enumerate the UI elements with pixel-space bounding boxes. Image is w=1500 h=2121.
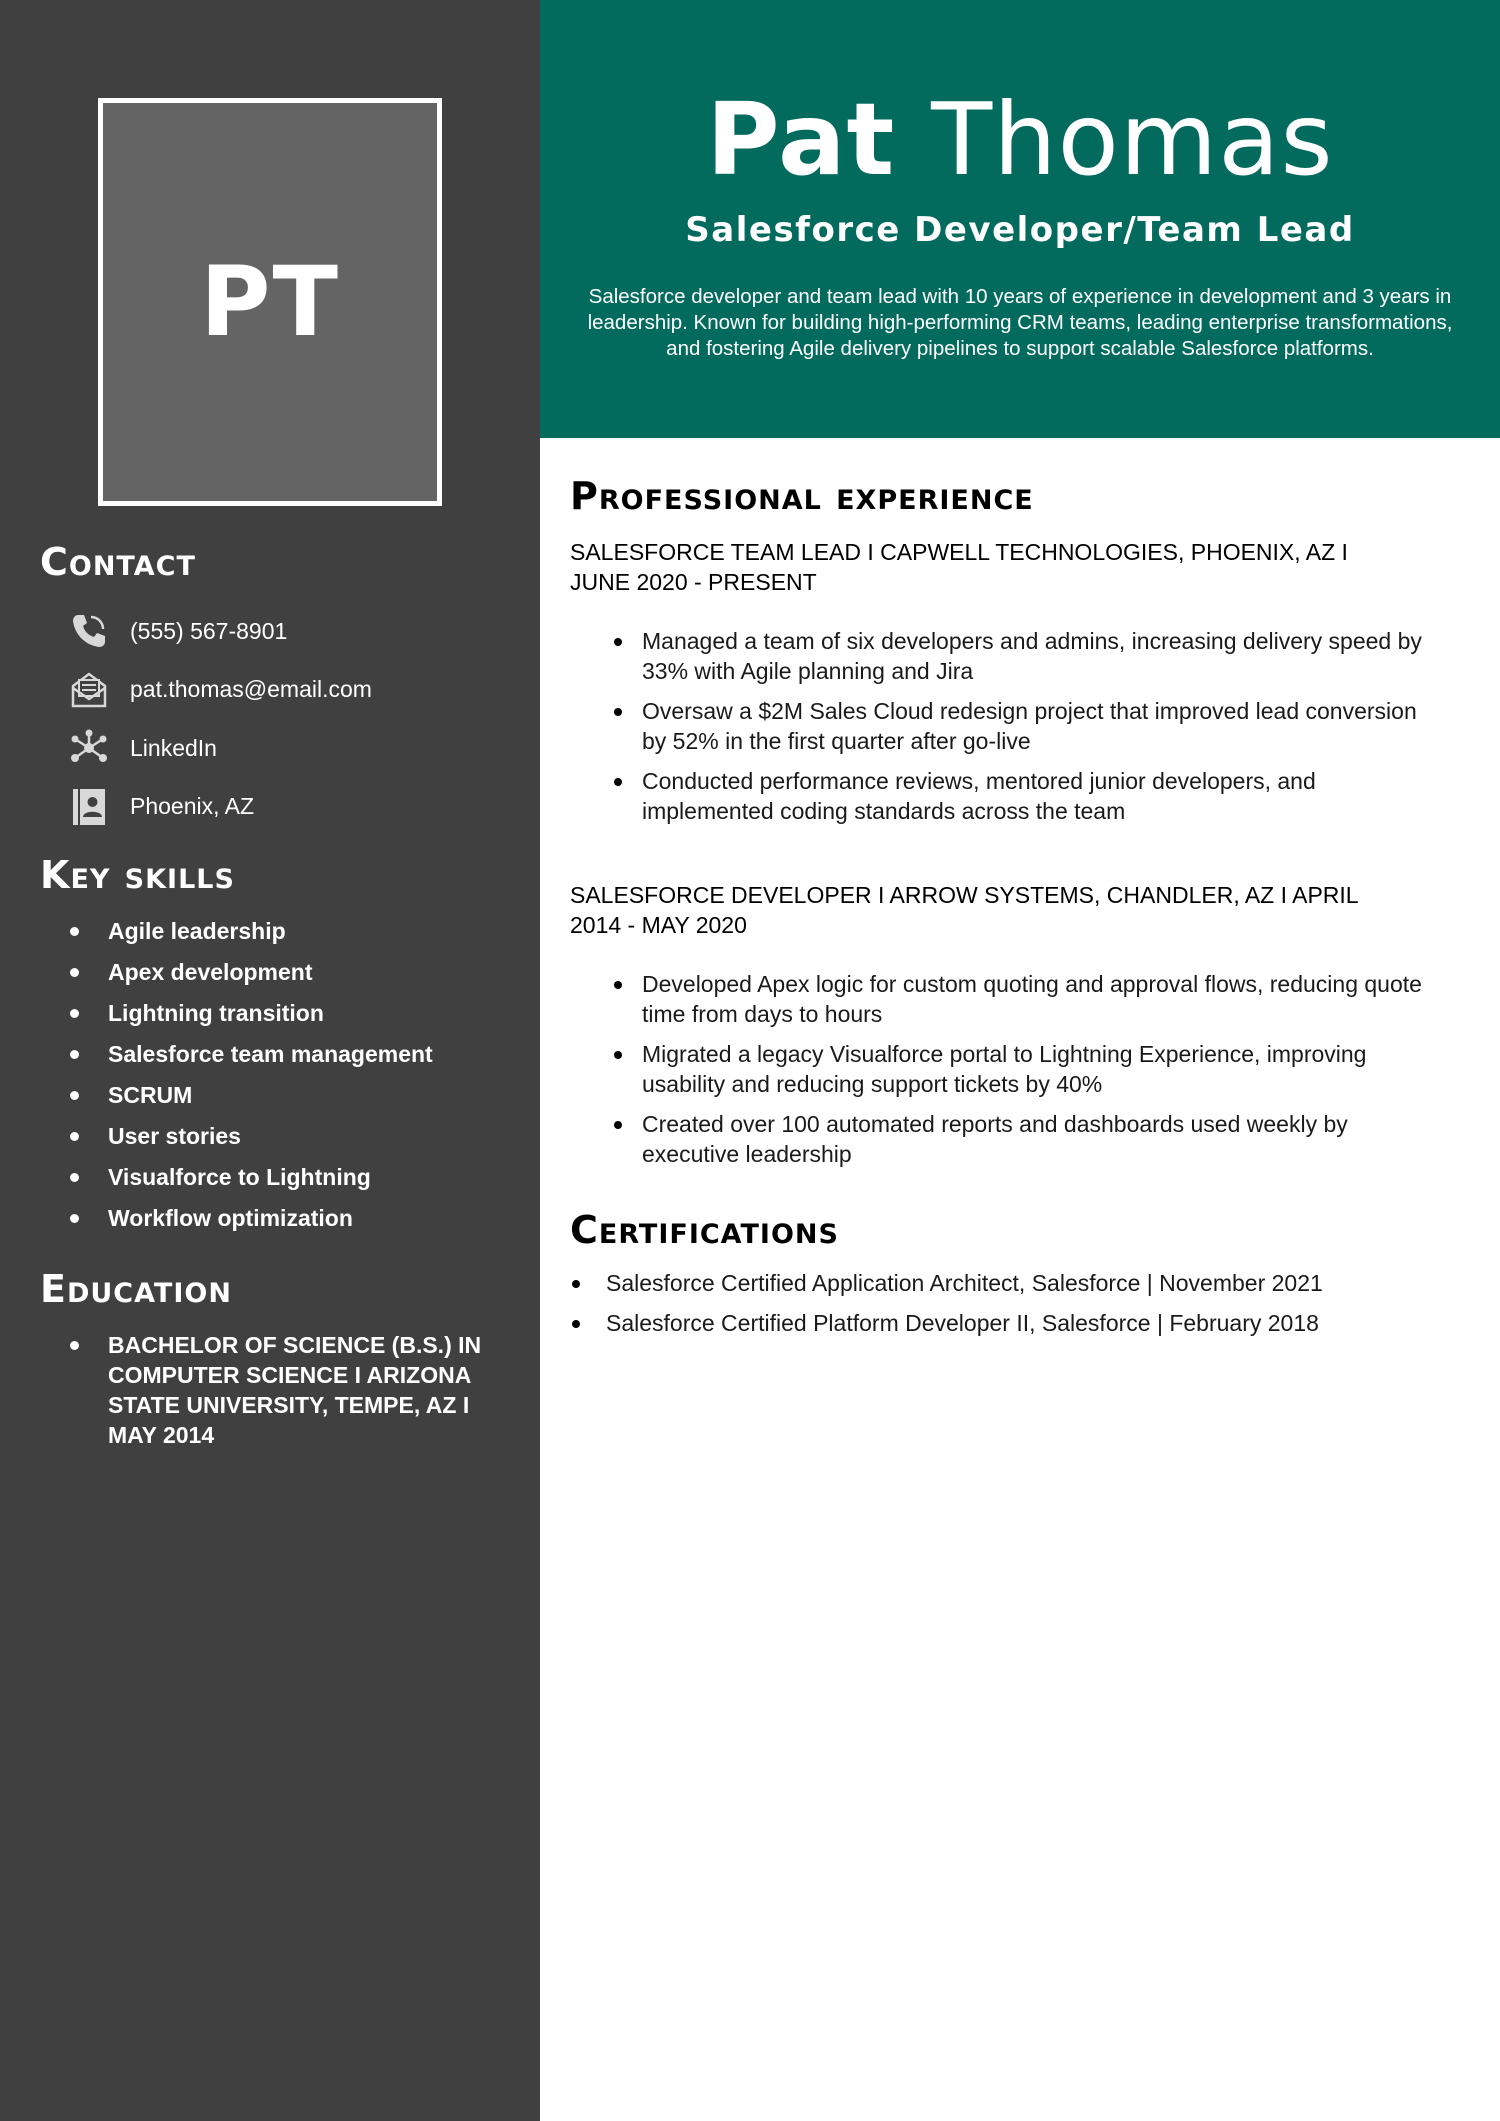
skills-heading: Key skills bbox=[40, 853, 235, 897]
job-header: SALESFORCE DEVELOPER I ARROW SYSTEMS, CHANDLER, AZ I APRIL 2014 - MAY 2020 bbox=[570, 882, 1358, 938]
education-list bbox=[66, 1330, 506, 1450]
contact-phone bbox=[66, 602, 526, 661]
skill-item: SCRUM bbox=[66, 1080, 433, 1121]
job-bullet: Conducted performance reviews, mentored junior developers, and implemented coding standards across the team bbox=[610, 766, 1430, 826]
job-bullet-list bbox=[610, 969, 1430, 1179]
job-bullet: Migrated a legacy Visualforce portal to Lightning Experience, improving usability and reducing support tickets by 40% bbox=[610, 1039, 1430, 1099]
contact-linkedin-text[interactable]: LinkedIn bbox=[130, 734, 217, 761]
job-bullet: Created over 100 automated reports and dashboards used weekly by executive leadership bbox=[610, 1109, 1430, 1169]
job-header: SALESFORCE TEAM LEAD I CAPWELL TECHNOLOGIES, PHOENIX, AZ I JUNE 2020 - PRESENT bbox=[570, 539, 1348, 595]
skill-item: Visualforce to Lightning bbox=[66, 1162, 433, 1203]
job-bullet: Oversaw a $2M Sales Cloud redesign project that improved lead conversion by 52% in the first quarter after go-live bbox=[610, 696, 1430, 756]
phone-icon bbox=[66, 608, 112, 654]
job-title: Salesforce Developer/Team Lead bbox=[685, 210, 1355, 250]
skill-item: Salesforce team management bbox=[66, 1039, 433, 1080]
skill-item: Agile leadership bbox=[66, 916, 433, 957]
monogram-initials: PT bbox=[200, 246, 340, 358]
monogram-box bbox=[98, 98, 442, 506]
skills-list bbox=[66, 916, 433, 1244]
contact-list bbox=[66, 602, 526, 836]
job-bullet: Developed Apex logic for custom quoting and approval flows, reducing quote time from days to hours bbox=[610, 969, 1430, 1029]
last-name: Thomas bbox=[931, 81, 1334, 198]
certifications-list bbox=[570, 1268, 1450, 1348]
address-card-icon bbox=[66, 784, 112, 830]
contact-email-text[interactable]: pat.thomas@email.com bbox=[130, 676, 372, 703]
job-bullet: Managed a team of six developers and admins, increasing delivery speed by 33% with Agile planning and Jira bbox=[610, 626, 1430, 686]
first-name: Pat bbox=[706, 81, 896, 198]
contact-heading: Contact bbox=[40, 540, 196, 584]
network-icon bbox=[66, 725, 112, 771]
sidebar bbox=[0, 0, 540, 2121]
summary-text: Salesforce developer and team lead with 10 years of experience in development and 3 years in leadership. Known for building high-performing CRM teams, leading enterprise transformations, and fostering Agile delivery pipelines to support scalable Salesforce platforms. bbox=[587, 285, 1453, 360]
job-bullet-list bbox=[610, 626, 1430, 836]
skill-item: Lightning transition bbox=[66, 998, 433, 1039]
candidate-name bbox=[540, 80, 1500, 200]
contact-location-text: Phoenix, AZ bbox=[130, 793, 255, 820]
contact-phone-text[interactable]: (555) 567-8901 bbox=[130, 617, 288, 644]
skill-item: Workflow optimization bbox=[66, 1203, 433, 1244]
experience-heading: Professional experience bbox=[570, 474, 1034, 518]
header-banner bbox=[540, 0, 1500, 438]
skill-item: Apex development bbox=[66, 957, 433, 998]
education-item: BACHELOR OF SCIENCE (B.S.) IN COMPUTER SCIENCE I ARIZONA STATE UNIVERSITY, TEMPE, AZ I MAY 2014 bbox=[66, 1330, 506, 1450]
certification-item: Salesforce Certified Application Architect, Salesforce | November 2021 bbox=[570, 1268, 1450, 1308]
certifications-heading: Certifications bbox=[570, 1208, 839, 1252]
contact-linkedin bbox=[66, 719, 526, 778]
certification-item: Salesforce Certified Platform Developer II, Salesforce | February 2018 bbox=[570, 1308, 1450, 1348]
contact-email bbox=[66, 661, 526, 720]
skill-item: User stories bbox=[66, 1121, 433, 1162]
email-icon bbox=[66, 667, 112, 713]
education-heading: Education bbox=[40, 1267, 232, 1311]
contact-location bbox=[66, 778, 526, 837]
